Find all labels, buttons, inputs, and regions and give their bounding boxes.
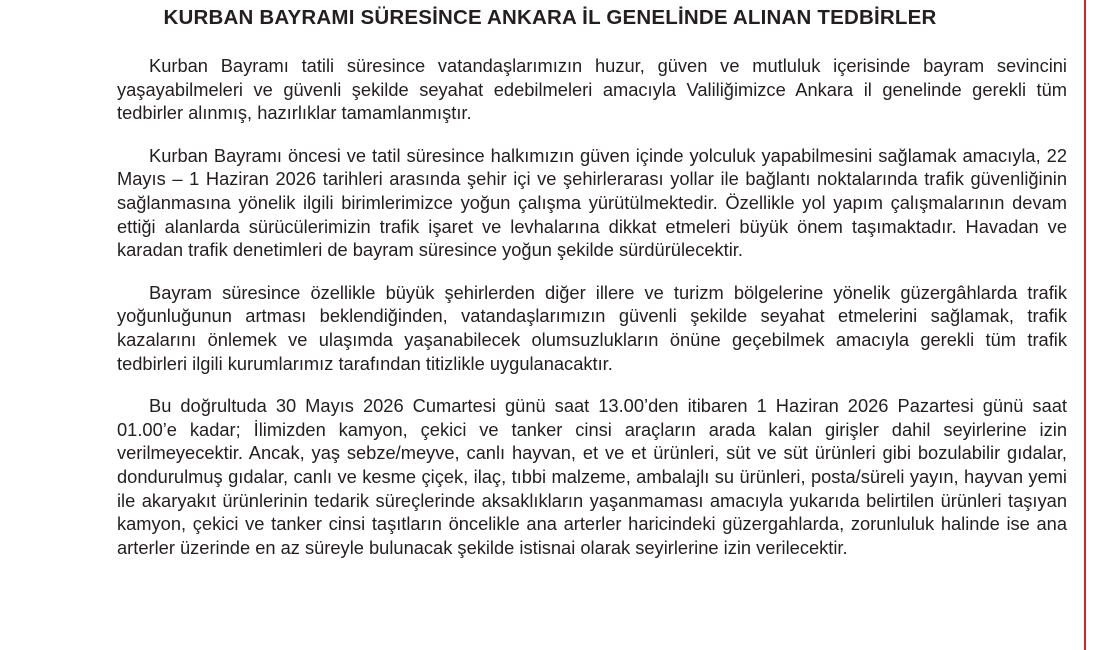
red-margin-rule — [1084, 0, 1086, 650]
paragraph-truck-restriction: Bu doğrultuda 30 Mayıs 2026 Cumartesi günü saat 13.00’den itibaren 1 Haziran 2026 Pazartesi günü saat 01.00’e kadar; İlimizden kamyon, çekici ve tanker cinsi araçların arada kalan girişler dahil seyirlerine izin verilmeyecektir. Ancak, yaş sebze/meyve, canlı hayvan, et ve et ürünleri, süt ve süt ürünleri gibi bozulabilir gıdalar, dondurulmuş gıdalar, canlı ve kesme çiçek, ilaç, tıbbi malzeme, ambalajlı su ürünleri, posta/süreli yayın, hayvan yemi ile akaryakıt ürünlerinin tedarik süreçlerinde aksaklıkların yaşanmaması amacıyla yukarıda belirtilen ürünleri taşıyan kamyon, çekici ve tanker cinsi taşıtların öncelikle ana arterler haricindeki güzergahlarda, zorunluluk halinde ise ana arterler üzerinde en az süreyle bulunacak şekilde istisnai olarak seyirlerine izin verilecektir. — [117, 395, 1067, 558]
paragraph-traffic-safety: Kurban Bayramı öncesi ve tatil süresince halkımızın güven içinde yolculuk yapabilmesini sağlamak amacıyla, 22 Mayıs – 1 Haziran 2026 tarihleri arasında şehir içi ve şehirlerarası yollar ile bağlantı noktalarında trafik güvenliğinin sağlanmasına yönelik ilgili birimlerimizce yoğun çalışma yürütülmektedir. Özellikle yol yapım çalışmalarının devam ettiği alanlarda sürücülerimizin trafik işaret ve levhalarına dikkat etmeleri büyük önem taşımaktadır. Havadan ve karadan trafik denetimleri de bayram süresince yoğun şekilde sürdürülecektir. — [117, 144, 1067, 261]
paragraph-route-measures: Bayram süresince özellikle büyük şehirlerden diğer illere ve turizm bölgelerine yönelik güzergâhlarda trafik yoğunluğunun artması beklendiğinden, vatandaşlarımızın güvenli şekilde seyahat etmelerini sağlamak, trafik kazalarını önlemek ve ulaşımda yaşanabilecek olumsuzlukların önüne geçebilmek amacıyla gerekli tüm trafik tedbirleri ilgili kurumlarımız tarafından titizlikle uygulanacaktır. — [117, 281, 1067, 374]
document-title: KURBAN BAYRAMI SÜRESİNCE ANKARA İL GENELİNDE ALINAN TEDBİRLER — [163, 6, 937, 29]
paragraph-intro: Kurban Bayramı tatili süresince vatandaşlarımızın huzur, güven ve mutluluk içerisinde bayram sevincini yaşayabilmeleri ve güvenli şekilde seyahat edebilmeleri amacıyla Valiliğimizce Ankara il genelinde gerekli tüm tedbirler alınmış, hazırlıklar tamamlanmıştır. — [117, 55, 1067, 124]
document-body — [117, 54, 1067, 578]
